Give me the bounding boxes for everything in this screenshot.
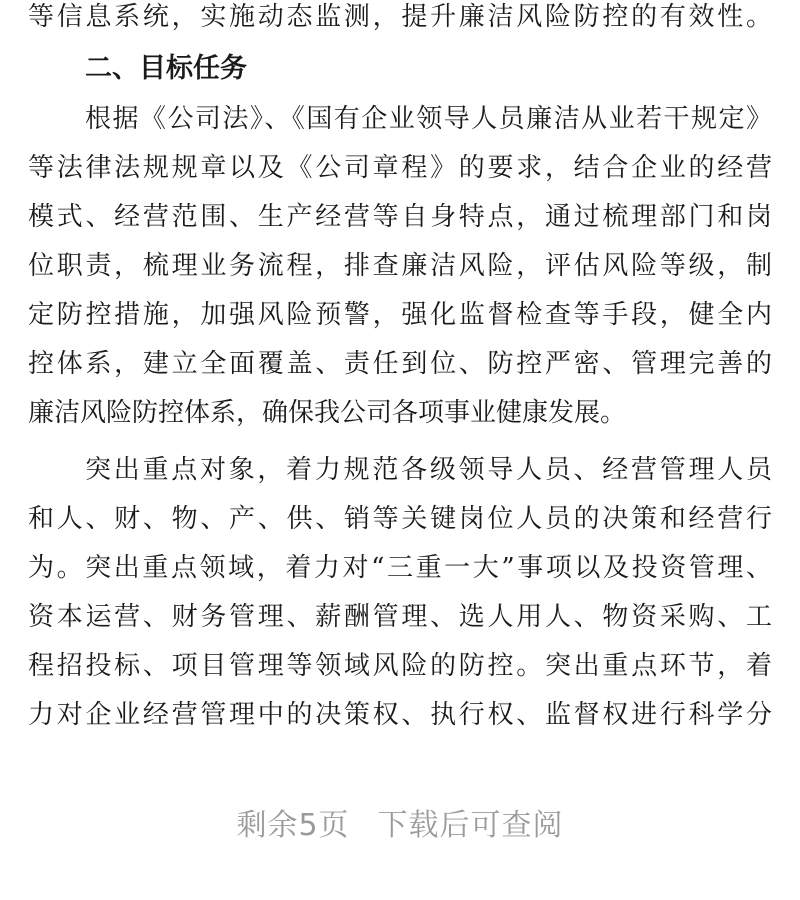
download-hint-label: 下载后可查阅 (377, 808, 564, 843)
paragraph (28, 446, 772, 740)
text-line: 突出重点对象，着力规范各级领导人员、经营管理人员 (85, 455, 772, 485)
paragraph (28, 95, 772, 438)
text-line: 定防控措施，加强风险预警，强化监督检查等手段，健全内 (28, 300, 772, 330)
text-line: 控体系，建立全面覆盖、责任到位、防控严密、管理完善的 (28, 349, 772, 379)
text-line: 为。突出重点领域，着力对“三重一大”事项以及投资管理、 (28, 553, 772, 583)
text-line: 等法律法规规章以及《公司章程》的要求，结合企业的经营 (28, 153, 772, 183)
text-line: 根据《公司法》、《国有企业领导人员廉洁从业若干规定》 (85, 104, 772, 134)
text-line: 等信息系统，实施动态监测，提升廉洁风险防控的有效性。 (28, 2, 772, 32)
text-line: 廉洁风险防控体系，确保我公司各项事业健康发展。 (28, 398, 627, 428)
document-page (28, 0, 772, 740)
text-line: 模式、经营范围、生产经营等自身特点，通过梳理部门和岗 (28, 202, 772, 232)
text-line: 位职责，梳理业务流程，排查廉洁风险，评估风险等级，制 (28, 251, 772, 281)
download-prompt[interactable] (0, 800, 800, 844)
text-line: 程招投标、项目管理等领域风险的防控。突出重点环节，着 (28, 651, 772, 681)
text-line: 资本运营、财务管理、薪酬管理、选人用人、物资采购、工 (28, 602, 772, 632)
section-heading: 二、目标任务 (85, 53, 247, 84)
text-line: 和人、财、物、产、供、销等关键岗位人员的决策和经营行 (28, 504, 772, 534)
remaining-pages-label: 剩余5页 (236, 808, 350, 843)
text-line: 力对企业经营管理中的决策权、执行权、监督权进行科学分 (28, 700, 772, 730)
